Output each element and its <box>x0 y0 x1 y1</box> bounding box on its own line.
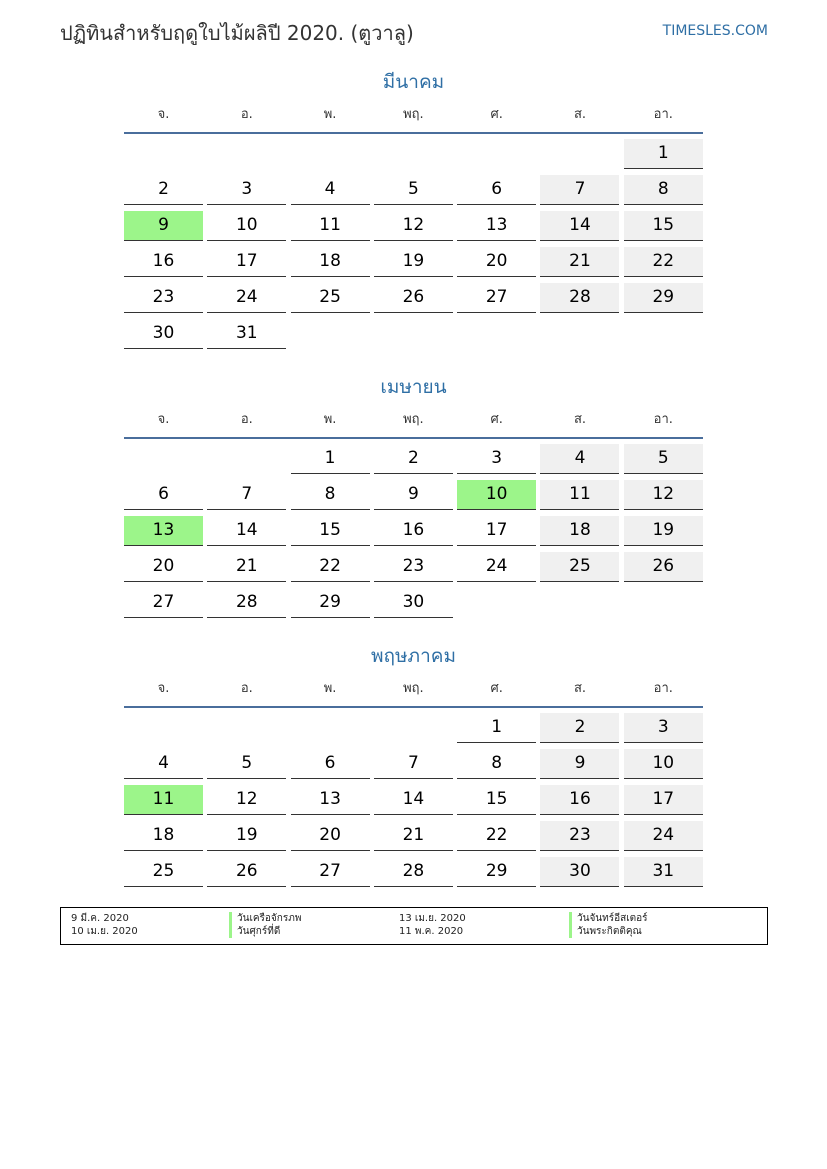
week-row <box>124 319 703 355</box>
day-cell[interactable]: 16 <box>374 516 453 546</box>
week-row <box>124 857 703 893</box>
weekday-label: พฤ. <box>403 681 424 696</box>
week-row <box>124 821 703 857</box>
day-cell[interactable]: 4 <box>124 749 203 779</box>
day-cell[interactable]: 30 <box>540 857 619 887</box>
empty-cell <box>124 139 203 168</box>
day-cell[interactable]: 29 <box>624 283 703 313</box>
weekday-label: อ. <box>240 107 253 122</box>
day-cell[interactable]: 4 <box>291 175 370 205</box>
holiday-day-cell[interactable]: 9 <box>124 211 203 241</box>
day-cell[interactable]: 6 <box>457 175 536 205</box>
day-cell[interactable]: 31 <box>207 319 286 349</box>
day-cell[interactable]: 8 <box>291 480 370 510</box>
holiday-legend <box>60 907 768 945</box>
week-row <box>124 749 703 785</box>
weekday-header <box>124 678 703 708</box>
weekday-label: อ. <box>240 681 253 696</box>
holiday-day-cell[interactable]: 11 <box>124 785 203 815</box>
brand-link[interactable]: TIMESLES.COM <box>662 23 768 39</box>
empty-cell <box>291 713 370 742</box>
day-cell[interactable]: 12 <box>374 211 453 241</box>
month-title: เมษายน <box>380 376 447 398</box>
weekday-label: อา. <box>653 412 673 427</box>
day-cell[interactable]: 7 <box>207 480 286 510</box>
empty-cell <box>624 588 703 617</box>
legend-date: 10 เม.ย. 2020 <box>71 926 138 937</box>
weekday-label: อา. <box>653 107 673 122</box>
day-cell[interactable]: 27 <box>291 857 370 887</box>
day-cell[interactable]: 15 <box>457 785 536 815</box>
empty-cell <box>291 319 370 348</box>
day-cell[interactable]: 4 <box>540 444 619 474</box>
day-cell[interactable]: 6 <box>291 749 370 779</box>
day-cell[interactable]: 25 <box>124 857 203 887</box>
day-cell[interactable]: 24 <box>457 552 536 582</box>
day-cell[interactable]: 25 <box>291 283 370 313</box>
empty-cell <box>374 713 453 742</box>
month-title: พฤษภาคม <box>371 645 456 667</box>
day-cell[interactable]: 21 <box>207 552 286 582</box>
week-row <box>124 588 703 624</box>
weeks-grid <box>124 444 703 624</box>
day-cell[interactable]: 22 <box>291 552 370 582</box>
day-cell[interactable]: 5 <box>624 444 703 474</box>
week-row <box>124 175 703 211</box>
day-cell[interactable]: 2 <box>540 713 619 743</box>
day-cell[interactable]: 31 <box>624 857 703 887</box>
empty-cell <box>540 139 619 168</box>
day-cell[interactable]: 5 <box>207 749 286 779</box>
day-cell[interactable]: 18 <box>291 247 370 277</box>
weekday-label: พ. <box>323 681 337 696</box>
weekday-label: พฤ. <box>403 412 424 427</box>
weekday-label: ศ. <box>490 412 503 427</box>
day-cell[interactable]: 28 <box>374 857 453 887</box>
day-cell[interactable]: 17 <box>624 785 703 815</box>
day-cell[interactable]: 7 <box>540 175 619 205</box>
empty-cell <box>457 139 536 168</box>
weekday-label: ส. <box>573 681 587 696</box>
day-cell[interactable]: 26 <box>374 283 453 313</box>
empty-cell <box>624 319 703 348</box>
weeks-grid <box>124 713 703 893</box>
week-row <box>124 516 703 552</box>
empty-cell <box>374 139 453 168</box>
weekday-label: อ. <box>240 412 253 427</box>
day-cell[interactable]: 21 <box>374 821 453 851</box>
day-cell[interactable]: 24 <box>624 821 703 851</box>
legend-holiday-name: วันพระกิตติคุณ <box>569 925 648 938</box>
day-cell[interactable]: 24 <box>207 283 286 313</box>
month-april <box>124 373 703 624</box>
legend-holiday-name: วันเครือจักรภพ <box>229 912 301 925</box>
page-title: ปฏิทินสำหรับฤดูใบไม้ผลิปี 2020. (ตูวาลู) <box>60 21 414 45</box>
empty-cell <box>457 588 536 617</box>
day-cell[interactable]: 17 <box>207 247 286 277</box>
weekday-label: ส. <box>573 107 587 122</box>
day-cell[interactable]: 29 <box>457 857 536 887</box>
month-may <box>124 642 703 893</box>
legend-names-right <box>569 912 648 938</box>
day-cell[interactable]: 20 <box>124 552 203 582</box>
day-cell[interactable]: 16 <box>124 247 203 277</box>
weekday-label: จ. <box>157 681 170 696</box>
day-cell[interactable]: 22 <box>624 247 703 277</box>
empty-cell <box>207 139 286 168</box>
legend-date: 13 เม.ย. 2020 <box>399 913 466 924</box>
day-cell[interactable]: 11 <box>540 480 619 510</box>
weekday-label: ศ. <box>490 107 503 122</box>
weeks-grid <box>124 139 703 355</box>
day-cell[interactable]: 30 <box>124 319 203 349</box>
weekday-label: ศ. <box>490 681 503 696</box>
day-cell[interactable]: 12 <box>624 480 703 510</box>
empty-cell <box>374 319 453 348</box>
day-cell[interactable]: 26 <box>624 552 703 582</box>
day-cell[interactable]: 3 <box>457 444 536 474</box>
day-cell[interactable]: 9 <box>374 480 453 510</box>
day-cell[interactable]: 23 <box>540 821 619 851</box>
day-cell[interactable]: 8 <box>624 175 703 205</box>
day-cell[interactable]: 15 <box>291 516 370 546</box>
legend-date: 11 พ.ค. 2020 <box>399 926 464 937</box>
holiday-day-cell[interactable]: 13 <box>124 516 203 546</box>
day-cell[interactable]: 11 <box>291 211 370 241</box>
month-title: มีนาคม <box>382 71 445 93</box>
day-cell[interactable]: 1 <box>457 713 536 743</box>
day-cell[interactable]: 5 <box>374 175 453 205</box>
week-row <box>124 552 703 588</box>
day-cell[interactable]: 14 <box>207 516 286 546</box>
day-cell[interactable]: 8 <box>457 749 536 779</box>
day-cell[interactable]: 18 <box>124 821 203 851</box>
day-cell[interactable]: 10 <box>207 211 286 241</box>
day-cell[interactable]: 19 <box>207 821 286 851</box>
day-cell[interactable]: 9 <box>540 749 619 779</box>
empty-cell <box>207 444 286 473</box>
legend-holiday-name: วันจันทร์อีสเตอร์ <box>569 912 648 925</box>
day-cell[interactable]: 27 <box>124 588 203 618</box>
legend-names-left <box>229 912 301 938</box>
day-cell[interactable]: 26 <box>207 857 286 887</box>
day-cell[interactable]: 7 <box>374 749 453 779</box>
day-cell[interactable]: 28 <box>540 283 619 313</box>
legend-dates-right <box>399 912 466 938</box>
day-cell[interactable]: 15 <box>624 211 703 241</box>
day-cell[interactable]: 13 <box>457 211 536 241</box>
weekday-label: อา. <box>653 681 673 696</box>
day-cell[interactable]: 17 <box>457 516 536 546</box>
weekday-label: จ. <box>157 107 170 122</box>
weekday-label: พ. <box>323 412 337 427</box>
day-cell[interactable]: 20 <box>457 247 536 277</box>
day-cell[interactable]: 14 <box>540 211 619 241</box>
day-cell[interactable]: 2 <box>124 175 203 205</box>
weekday-header <box>124 104 703 134</box>
day-cell[interactable]: 10 <box>624 749 703 779</box>
day-cell[interactable]: 1 <box>291 444 370 474</box>
week-row <box>124 785 703 821</box>
day-cell[interactable]: 1 <box>624 139 703 169</box>
week-row <box>124 139 703 175</box>
day-cell[interactable]: 30 <box>374 588 453 618</box>
day-cell[interactable]: 28 <box>207 588 286 618</box>
weekday-label: จ. <box>157 412 170 427</box>
day-cell[interactable]: 23 <box>124 283 203 313</box>
legend-holiday-name: วันศุกร์ที่ดี <box>229 925 301 938</box>
empty-cell <box>540 588 619 617</box>
day-cell[interactable]: 19 <box>624 516 703 546</box>
weekday-label: ส. <box>573 412 587 427</box>
day-cell[interactable]: 14 <box>374 785 453 815</box>
day-cell[interactable]: 3 <box>624 713 703 743</box>
empty-cell <box>207 713 286 742</box>
weekday-header <box>124 409 703 439</box>
week-row <box>124 444 703 480</box>
legend-date: 9 มี.ค. 2020 <box>71 913 129 924</box>
empty-cell <box>124 444 203 473</box>
day-cell[interactable]: 16 <box>540 785 619 815</box>
day-cell[interactable]: 22 <box>457 821 536 851</box>
day-cell[interactable]: 29 <box>291 588 370 618</box>
day-cell[interactable]: 23 <box>374 552 453 582</box>
holiday-day-cell[interactable]: 10 <box>457 480 536 510</box>
empty-cell <box>540 319 619 348</box>
legend-dates-left <box>71 912 138 938</box>
month-march <box>124 68 703 355</box>
day-cell[interactable]: 18 <box>540 516 619 546</box>
weekday-label: พฤ. <box>403 107 424 122</box>
week-row <box>124 283 703 319</box>
day-cell[interactable]: 25 <box>540 552 619 582</box>
day-cell[interactable]: 27 <box>457 283 536 313</box>
day-cell[interactable]: 3 <box>207 175 286 205</box>
day-cell[interactable]: 13 <box>291 785 370 815</box>
day-cell[interactable]: 12 <box>207 785 286 815</box>
weekday-label: พ. <box>323 107 337 122</box>
empty-cell <box>291 139 370 168</box>
week-row <box>124 211 703 247</box>
empty-cell <box>124 713 203 742</box>
day-cell[interactable]: 2 <box>374 444 453 474</box>
week-row <box>124 247 703 283</box>
day-cell[interactable]: 19 <box>374 247 453 277</box>
day-cell[interactable]: 6 <box>124 480 203 510</box>
week-row <box>124 713 703 749</box>
day-cell[interactable]: 20 <box>291 821 370 851</box>
week-row <box>124 480 703 516</box>
empty-cell <box>457 319 536 348</box>
day-cell[interactable]: 21 <box>540 247 619 277</box>
